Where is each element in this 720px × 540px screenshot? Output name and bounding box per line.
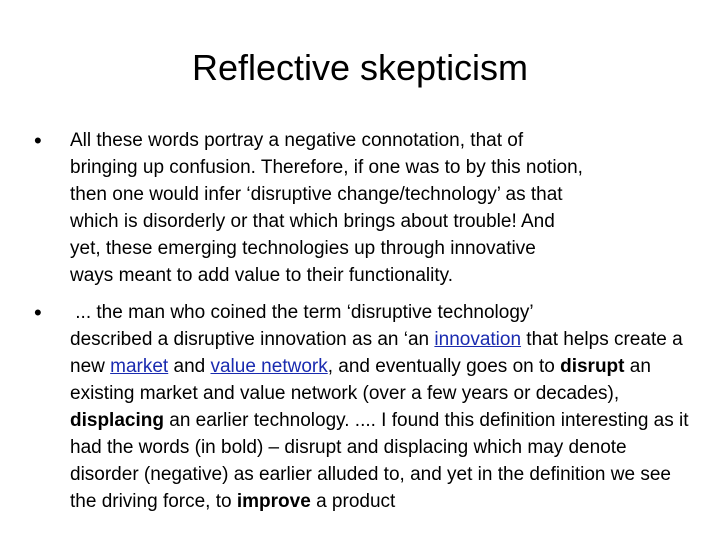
bullet-1-line-1: All these words portray a negative connotation, that of (70, 130, 524, 151)
bullet-2-line-1: ... the man who coined the term ‘disruptive technology’ (70, 302, 534, 323)
innovation-link[interactable]: innovation (434, 329, 522, 350)
bullet-2-seg-b: that helps create a new (70, 329, 683, 377)
bullet-2-text (70, 299, 694, 515)
bullet-1-line-5: yet, these emerging technologies up through innovative (70, 238, 536, 259)
bullet-item-2 (34, 299, 694, 515)
bullet-icon: • (34, 128, 42, 153)
bullet-1-text (70, 127, 694, 289)
bullet-2-seg-a: described a disruptive innovation as an ‘an (70, 329, 435, 350)
bullet-2-seg-c: and (168, 356, 211, 377)
bullet-list (34, 127, 694, 515)
slide-title: Reflective skepticism (191, 47, 529, 88)
bold-improve: improve (236, 491, 311, 512)
value-network-link[interactable]: value network (210, 356, 328, 377)
bullet-1-line-4: which is disorderly or that which brings about trouble! And (70, 211, 555, 232)
bullet-1-line-6: ways meant to add value to their functionality. (70, 265, 454, 286)
bullet-icon: • (34, 300, 42, 325)
bullet-2-seg-e: an existing market and value network (over a few years or decades), (70, 356, 651, 404)
bullet-1-line-2: bringing up confusion. Therefore, if one was to by this notion, (70, 157, 583, 178)
bullet-item-1 (34, 127, 694, 289)
bullet-2-seg-f: an earlier technology. .... I found this definition interesting as it had the words (in bold) – disrupt and displacing which may denote disorder (negative) as earlier alluded to, and yet in the definition we see the driving force, to (70, 410, 689, 512)
bullet-2-seg-g: a product (310, 491, 396, 512)
bold-disrupt: disrupt (560, 356, 625, 377)
bullet-1-line-3: then one would infer ‘disruptive change/technology’ as that (70, 184, 563, 205)
bold-displacing: displacing (70, 410, 164, 431)
market-link[interactable]: market (110, 356, 169, 377)
bullet-2-seg-d: , and eventually goes on to (327, 356, 561, 377)
